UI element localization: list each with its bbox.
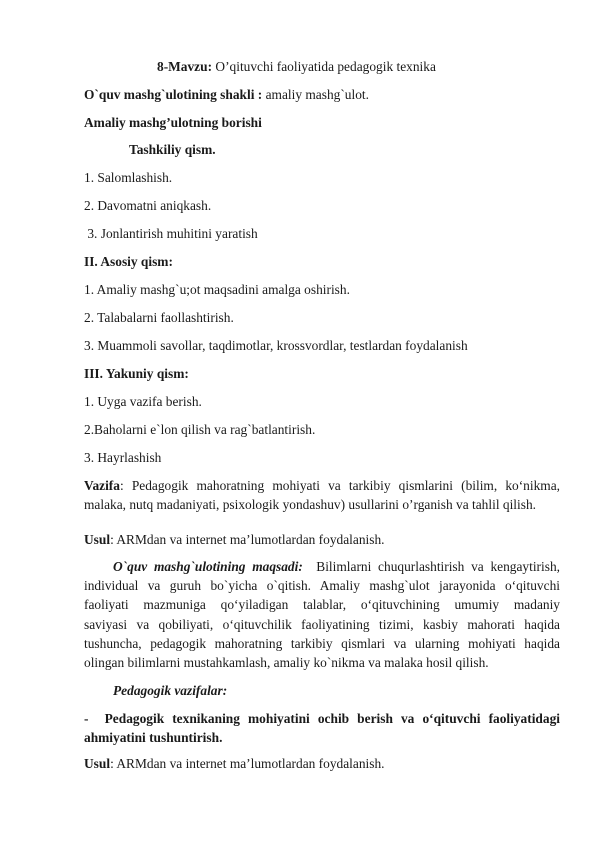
goal-line: saviyasi va qobiliyati, o‘qituvchilik faoliyatining tizimi, kasbiy mahorati haqida — [84, 616, 560, 632]
method-text: : ARMdan va internet ma’lumotlardan foydalanish. — [110, 756, 385, 771]
title-topic-number: 8-Mavzu: — [157, 59, 213, 74]
final-item: 3. Hayrlashish — [84, 450, 162, 465]
title-topic-text: O’qituvchi faoliyatida pedagogik texnika — [212, 59, 436, 74]
lesson-form-label: O`quv mashg`ulotining shakli : — [84, 87, 263, 102]
main-item: 1. Amaliy mashg`u;ot maqsadini amalga oshirish. — [84, 282, 350, 297]
pedagogical-task-line: ahmiyatini tushuntirish. — [84, 730, 223, 746]
method-label: Usul — [84, 756, 111, 771]
page-title — [157, 58, 596, 75]
pedagogical-task-paragraph — [84, 709, 560, 747]
final-heading: III. Yakuniy qism: — [84, 366, 189, 381]
method-label: Usul — [84, 532, 111, 547]
goal-paragraph — [84, 557, 560, 672]
main-heading: II. Asosiy qism: — [84, 254, 173, 269]
org-heading: Tashkiliy qism. — [129, 142, 216, 157]
final-item: 1. Uyga vazifa berish. — [84, 394, 202, 409]
task-line — [84, 476, 560, 495]
pedagogical-tasks-heading: Pedagogik vazifalar: — [113, 683, 228, 698]
task-text: : Pedagogik mahoratning mohiyati va tarkibiy qismlarini (bilim, ko‘nikma, — [119, 478, 560, 493]
org-item: 1. Salomlashish. — [84, 170, 173, 185]
lesson-form-value: amaliy mashg`ulot. — [262, 87, 369, 102]
pedagogical-task-line: - Pedagogik texnikaning mohiyatini ochib berish va o‘qituvchi faoliyatidagi — [84, 711, 560, 726]
method-line — [84, 755, 560, 772]
final-item: 2.Baholarni e`lon qilish va rag`batlantirish. — [84, 422, 316, 437]
goal-label: O`quv mashg`ulotining maqsadi: — [113, 559, 303, 574]
method-line — [84, 531, 560, 548]
goal-text: Bilimlarni chuqurlashtirish va kengaytirish, — [302, 559, 560, 574]
main-item: 2. Talabalarni faollashtirish. — [84, 310, 234, 325]
task-paragraph — [84, 476, 560, 514]
goal-line — [84, 557, 560, 576]
goal-line: tushuncha, pedagogik mahoratning tarkibiy qismlari va ularning mohiyati haqida — [84, 635, 560, 651]
method-text: : ARMdan va internet ma’lumotlardan foydalanish. — [110, 532, 385, 547]
goal-line: olingan bilimlarni mustahkamlash, amaliy ko`nikma va malaka hosil qilish. — [84, 654, 489, 670]
task-line: malaka, nutq madaniyati, psixologik yondashuv) usullarini o’rganish va tahlil qilish. — [84, 497, 536, 513]
goal-line: individual va guruh bo`yicha o`qitish. Amaliy mashg`ulot jarayonida o‘qituvchi — [84, 578, 560, 594]
org-item: 3. Jonlantirish muhitini yaratish — [84, 226, 258, 241]
lesson-form-line — [84, 86, 560, 103]
task-label: Vazifa — [84, 478, 120, 493]
main-item: 3. Muammoli savollar, taqdimotlar, krossvordlar, testlardan foydalanish — [84, 338, 468, 353]
course-heading: Amaliy mashg’ulotning borishi — [84, 115, 262, 130]
goal-line: faoliyati mazmuniga qo‘yiladigan talablar, o‘qituvchining umumiy madaniy — [84, 597, 560, 613]
org-item: 2. Davomatni aniqkash. — [84, 198, 212, 213]
